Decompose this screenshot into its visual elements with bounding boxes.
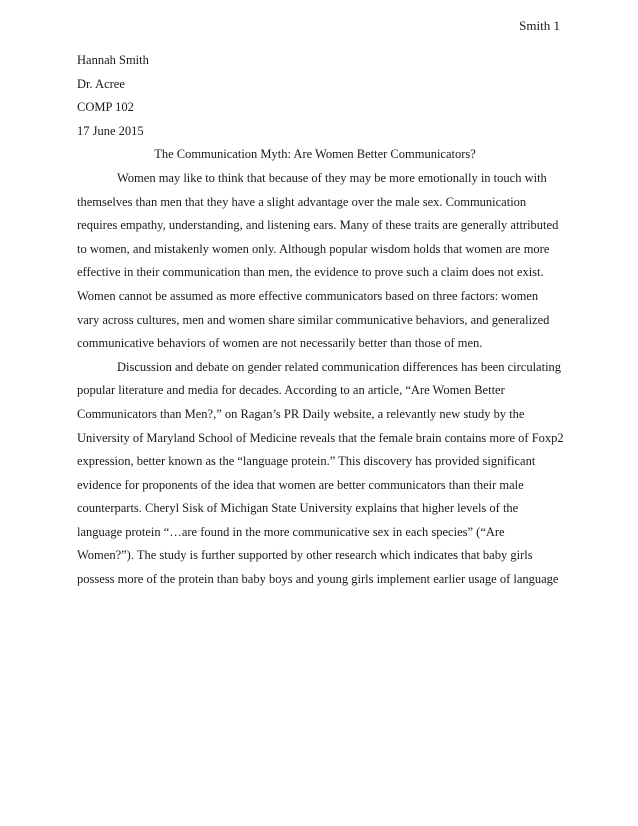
paragraph-line: Discussion and debate on gender related communication differences has been circulating [117, 359, 562, 374]
paragraph-line: Women cannot be assumed as more effective communicators based on three factors: women [77, 288, 539, 303]
paragraph-line: counterparts. Cheryl Sisk of Michigan State University explains that higher levels of the [77, 501, 519, 516]
paper-date: 17 June 2015 [77, 123, 144, 138]
paragraph-line: Women may like to think that because of they may be more emotionally in touch with [117, 170, 547, 185]
paragraph-line: expression, better known as the “language protein.” This discovery has provided significant [77, 454, 536, 469]
paragraph-line: to women, and mistakenly women only. Although popular wisdom holds that women are more [77, 241, 550, 256]
paragraph-2 [77, 356, 577, 592]
instructor-name: Dr. Acree [77, 76, 125, 91]
paragraph-line: effective in their communication than men, the evidence to prove such a claim does not exist. [77, 265, 544, 280]
paragraph-line: evidence for proponents of the idea that women are better communicators than their male [77, 477, 524, 492]
paper-title: The Communication Myth: Are Women Better Communicators? [154, 147, 476, 162]
paragraph-line: language protein “…are found in the more communicative sex in each species” (“Are [77, 524, 505, 539]
paragraph-line: vary across cultures, men and women share similar communicative behaviors, and generalized [77, 312, 550, 327]
paragraph-1 [77, 167, 577, 356]
paragraph-line: possess more of the protein than baby boys and young girls implement earlier usage of language [77, 572, 559, 587]
paragraph-line: University of Maryland School of Medicine reveals that the female brain contains more of Foxp2 [77, 430, 564, 445]
document-body [77, 49, 577, 592]
course-name: COMP 102 [77, 100, 134, 115]
paragraph-line: themselves than men that they have a slight advantage over the male sex. Communication [77, 194, 527, 209]
author-name: Hannah Smith [77, 53, 149, 67]
paragraph-line: popular literature and media for decades. According to an article, “Are Women Better [77, 383, 505, 398]
paragraph-line: Communicators than Men?,” on Ragan’s PR Daily website, a relevantly new study by the [77, 406, 525, 421]
running-head: Smith 1 [519, 18, 560, 33]
paragraph-line: communicative behaviors of women are not necessarily better than those of men. [77, 336, 483, 351]
paragraph-line: Women?”). The study is further supported by other research which indicates that baby girls [77, 548, 533, 563]
paragraph-line: requires empathy, understanding, and listening ears. Many of these traits are generally attributed [77, 218, 559, 233]
